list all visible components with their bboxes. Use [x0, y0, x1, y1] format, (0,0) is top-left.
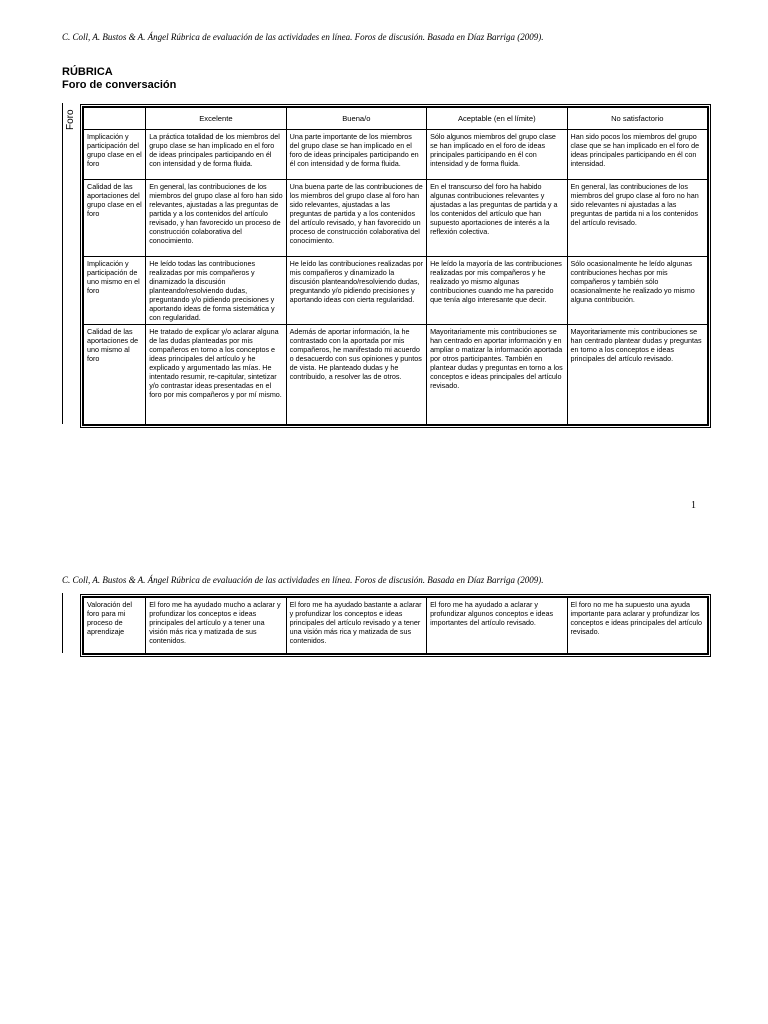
table-cell: He leído las contribuciones realizadas por mis compañeros y dinamizado la discusión planteando/resolviendo dudas, preguntando y/o pidiendo precisiones y aportando ideas con cierta regularidad. — [286, 257, 426, 325]
rubric-table — [80, 104, 711, 428]
table-cell: He leído la mayoría de las contribuciones realizadas por mis compañeros y he realizado yo mismo algunas contribuciones cuando me ha parecido que tenía algo interesante que decir. — [427, 257, 567, 325]
column-header: Excelente — [146, 108, 286, 130]
left-rule — [62, 103, 63, 424]
table-cell: Mayoritariamente mis contribuciones se han centrado plantear dudas y preguntas en torno a los conceptos e ideas principales del artículo revisado. — [567, 325, 708, 425]
column-header: Buena/o — [286, 108, 426, 130]
column-header — [84, 108, 146, 130]
criterion-cell: Implicación y participación del grupo clase en el foro — [84, 130, 146, 180]
table-row — [84, 598, 708, 654]
table-cell: Además de aportar información, la he contrastado con la aportada por mis compañeros, he manifestado mi acuerdo o desacuerdo con sus opiniones y puntos de vista. He planteado dudas y he contribuido, a resolver las de otros. — [286, 325, 426, 425]
table-cell: Mayoritariamente mis contribuciones se han centrado en aportar información y en ampliar o matizar la información aportada por otros participantes. También en plantear dudas y preguntas en torno a los conceptos e ideas principales del artículo revisado. — [427, 325, 567, 425]
document-title: RÚBRICA — [62, 66, 113, 78]
criterion-cell: Calidad de las aportaciones del grupo clase en el foro — [84, 180, 146, 257]
table-cell: La práctica totalidad de los miembros del grupo clase se han implicado en el foro de ideas principales participando en él con intensidad y de forma fluida. — [146, 130, 286, 180]
table-cell: Sólo ocasionalmente he leído algunas contribuciones hechas por mis compañeros y también sólo ocasionalmente he realizado yo mismo alguna contribución. — [567, 257, 708, 325]
table-cell: Una parte importante de los miembros del grupo clase se han implicado en el foro de ideas principales participando en él con intensidad y de forma fluida. — [286, 130, 426, 180]
side-label-text: Foro — [65, 109, 76, 130]
left-rule — [62, 593, 63, 653]
table-row — [84, 180, 708, 257]
page-number: 1 — [691, 500, 696, 511]
table-cell: El foro no me ha supuesto una ayuda importante para aclarar y profundizar los conceptos e ideas principales del artículo revisado. — [567, 598, 708, 654]
table-row — [84, 325, 708, 425]
table-cell: He tratado de explicar y/o aclarar alguna de las dudas planteadas por mis compañeros en torno a los conceptos e ideas principales del artículo y he explicado y argumentado las mías. He intentado resumir, re-capitular, sintetizar y/o contrastar ideas presentadas en el foro por mis compañeros y por mí mismo. — [146, 325, 286, 425]
table-cell: Una buena parte de las contribuciones de los miembros del grupo clase al foro han sido relevantes, ajustadas a las preguntas de partida y a los contenidos del artículo revisado, y han favorecido un proceso de construcción colaborativa del conocimiento. — [286, 180, 426, 257]
table-cell: Sólo algunos miembros del grupo clase se han implicado en el foro de ideas principales participando en él con intensidad y de forma fluida. — [427, 130, 567, 180]
criterion-cell: Valoración del foro para mi proceso de aprendizaje — [84, 598, 146, 654]
table-cell: Han sido pocos los miembros del grupo clase que se han implicado en el foro de ideas principales participando en él con intensidad. — [567, 130, 708, 180]
document-subtitle: Foro de conversación — [62, 79, 177, 91]
table-cell: El foro me ha ayudado bastante a aclarar y profundizar los conceptos e ideas principales del artículo revisado y a tener una visión más rica y matizada de sus contenidos. — [286, 598, 426, 654]
table-cell: El foro me ha ayudado a aclarar y profundizar algunos conceptos e ideas importantes del artículo revisado. — [427, 598, 567, 654]
table-cell: En el transcurso del foro ha habido algunas contribuciones relevantes y ajustadas a las preguntas de partida y a los contenidos del artículo que han supuesto aportaciones de interés a la reflexión colectiva. — [427, 180, 567, 257]
side-label — [65, 106, 79, 130]
column-header: Aceptable (en el límite) — [427, 108, 567, 130]
table-cell: En general, las contribuciones de los miembros del grupo clase al foro han sido relevantes, ajustadas a las preguntas de partida y a los contenidos del artículo revisado, y han favorecido un proceso de construcción colaborativa del conocimiento. — [146, 180, 286, 257]
table-cell: El foro me ha ayudado mucho a aclarar y profundizar los conceptos e ideas principales del artículo y a tener una visión más rica y matizada de sus contenidos. — [146, 598, 286, 654]
table-cell: En general, las contribuciones de los miembros del grupo clase al foro no han sido relevantes ni ajustadas a las preguntas de partida ni a los contenidos del artículo revisado. — [567, 180, 708, 257]
rubric-table-continued — [80, 594, 711, 657]
column-header: No satisfactorio — [567, 108, 708, 130]
table-row — [84, 257, 708, 325]
table-cell: He leído todas las contribuciones realizadas por mis compañeros y dinamizado la discusión planteando/resolviendo dudas, preguntando y/o pidiendo precisiones y aportando ideas de forma sistemática y con regularidad. — [146, 257, 286, 325]
citation-header: C. Coll, A. Bustos & A. Ángel Rúbrica de evaluación de las actividades en línea. Foros de discusión. Basada en Díaz Barriga (2009). — [62, 32, 544, 42]
citation-header: C. Coll, A. Bustos & A. Ángel Rúbrica de evaluación de las actividades en línea. Foros de discusión. Basada en Díaz Barriga (2009). — [62, 575, 544, 585]
table-header-row — [84, 108, 708, 130]
criterion-cell: Implicación y participación de uno mismo en el foro — [84, 257, 146, 325]
table-row — [84, 130, 708, 180]
criterion-cell: Calidad de las aportaciones de uno mismo al foro — [84, 325, 146, 425]
